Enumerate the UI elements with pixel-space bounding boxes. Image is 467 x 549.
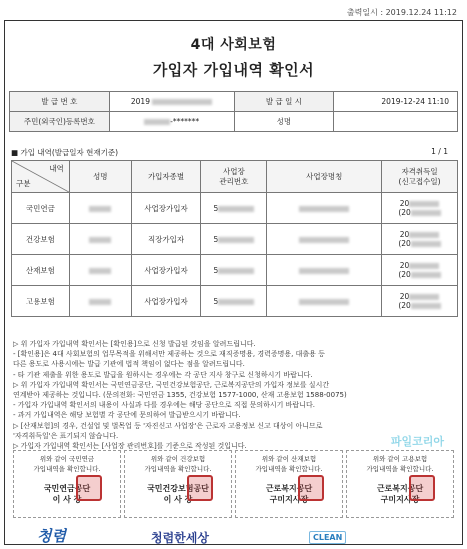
row-mgmt-no: 5 — [201, 286, 267, 317]
header-detail: 내역 — [49, 164, 64, 173]
name-value — [334, 112, 458, 132]
row-workplace-name — [267, 224, 382, 255]
row-mgmt-no: 5 — [201, 255, 267, 286]
name-label: 성명 — [234, 112, 334, 132]
certificate-frame — [4, 20, 463, 545]
stamp-text: 위와 같이 국민연금 — [39, 455, 95, 463]
row-acquisition-date: 20 (20 — [382, 255, 458, 286]
stamp-row — [11, 450, 458, 518]
row-workplace-name — [267, 193, 382, 224]
watermark-text: 파일코리아 — [390, 435, 444, 448]
row-member-type: 사업장가입자 — [131, 286, 201, 317]
issue-no-value: 2019 — [109, 92, 234, 112]
stamp-org: 근로복지공단 구미지사장 — [376, 484, 424, 504]
header-acquisition-date: 자격취득일 (신고접수일) — [382, 161, 458, 193]
note-line: - 타 기관 제출을 위한 용도로 발급을 원하시는 경우에는 각 공단 지사 창구로 신청하시기 바랍니다. — [13, 370, 313, 379]
clean-logo: CLEAN — [309, 531, 346, 544]
row-acquisition-date: 20 (20 — [382, 193, 458, 224]
stamp-text: 가입내역을 확인합니다. — [255, 465, 323, 473]
row-workplace-name — [267, 286, 382, 317]
table-row — [12, 255, 458, 286]
row-insurance-type: 건강보험 — [12, 224, 70, 255]
stamp-text: 위와 같이 고용보험 — [372, 455, 428, 463]
official-seal-icon — [187, 475, 213, 501]
row-acquisition-date: 20 (20 — [382, 224, 458, 255]
note-line: - [확인용]은 4대 사회보험의 업무목적을 위해서만 제공하는 것으로 재직증명용, 경력증명용, 대출용 등 — [13, 350, 325, 359]
header-workplace-name: 사업장명칭 — [267, 161, 382, 193]
page-indicator: 1 / 1 — [431, 147, 448, 156]
note-line: ▷ 가입자 가입내역 확인서는 [사업장 관리번호]를 기준으로 작성된 것입니다. — [13, 442, 247, 451]
stamp-org: 국민건강보험공단 이 사 장 — [147, 484, 209, 504]
row-acquisition-date: 20 (20 — [382, 286, 458, 317]
note-line: '자격취득일'은 표기되지 않습니다. — [13, 431, 119, 440]
note-line: - 과거 가입내역은 해당 보험별 각 공단에 문의하여 발급받으시기 바랍니다. — [13, 411, 241, 420]
stamp-national-pension — [13, 450, 121, 518]
row-insurance-type: 고용보험 — [12, 286, 70, 317]
row-member-type: 직장가입자 — [131, 224, 201, 255]
stamp-employment-insurance — [346, 450, 454, 518]
note-line: 연계받아 제공하는 것입니다. (문의전화: 국민연금 1355, 건강보험 1577-1000, 산재 고용보험 1588-0075) — [13, 391, 347, 400]
row-name — [69, 193, 131, 224]
row-member-type: 사업장가입자 — [131, 193, 201, 224]
print-date: 출력일시 : 2019.12.24 11:12 — [346, 8, 457, 17]
stamp-health-insurance — [124, 450, 232, 518]
stamp-text: 가입내역을 확인합니다. — [144, 465, 212, 473]
diagonal-header-cell — [12, 161, 70, 193]
official-seal-icon — [409, 475, 435, 501]
row-name — [69, 224, 131, 255]
stamp-text: 위와 같이 산재보험 — [261, 455, 317, 463]
row-insurance-type: 산재보험 — [12, 255, 70, 286]
note-line: - 가입자 가입내역 확인서의 내용이 사실과 다를 경우에는 해당 공단으로 직접 문의하시기 바랍니다. — [13, 401, 315, 410]
stamp-text: 가입내역을 확인합니다. — [33, 465, 101, 473]
document-title-line2: 가입자 가입내역 확인서 — [152, 61, 315, 79]
issue-date-label: 발 급 일 시 — [234, 92, 334, 112]
section-title: ■ 가입 내역(발급일자 현재기준) — [11, 148, 119, 157]
stamp-industrial-accident — [235, 450, 343, 518]
note-line: 다른 용도로 사용시에는 발급 기관에 법적 책임이 없다는 점을 알려드립니다. — [13, 360, 245, 369]
official-seal-icon — [298, 475, 324, 501]
row-name — [69, 286, 131, 317]
row-name — [69, 255, 131, 286]
notes-section — [13, 339, 453, 451]
header-member-type: 가입자종별 — [131, 161, 201, 193]
row-mgmt-no: 5 — [201, 224, 267, 255]
rrn-value: -******* — [109, 112, 234, 132]
table-row — [12, 224, 458, 255]
header-mgmt-no: 사업장 관리번호 — [201, 161, 267, 193]
note-line: ▷ 위 가입자 가입내역 확인서는 [확인용]으로 신청 발급된 것임을 알려드립니다. — [13, 340, 256, 348]
row-insurance-type: 국민연금 — [12, 193, 70, 224]
issue-no-label: 발 급 번 호 — [10, 92, 110, 112]
enrollment-table — [11, 160, 458, 317]
stamp-text: 가입내역을 확인합니다. — [366, 465, 434, 473]
integrity-logo: 청렴 — [37, 527, 66, 545]
header-name: 성명 — [69, 161, 131, 193]
issue-info-table — [9, 91, 458, 132]
table-row — [12, 193, 458, 224]
header-category: 구분 — [16, 179, 31, 189]
footer-logos — [11, 521, 458, 549]
note-line: ▷ 위 가입자 가입내역 확인서는 국민연금공단, 국민건강보험공단, 근로복지공단의 가입자 정보를 실시간 — [13, 380, 330, 389]
official-seal-icon — [76, 475, 102, 501]
clean-world-logo: 청렴한세상 — [151, 531, 209, 545]
note-line: ▷ [산재보험]의 경우, 건설업 및 벌목업 등 '자진신고 사업장'은 근로자 고용정보 신고 대상이 아니므로 — [13, 421, 323, 430]
row-member-type: 사업장가입자 — [131, 255, 201, 286]
stamp-org: 국민연금공단 이 사 장 — [43, 484, 91, 504]
document-title-line1: 4대 사회보험 — [190, 37, 277, 53]
row-mgmt-no: 5 — [201, 193, 267, 224]
rrn-label: 주민(외국인)등록번호 — [10, 112, 110, 132]
row-workplace-name — [267, 255, 382, 286]
stamp-text: 위와 같이 건강보험 — [150, 455, 206, 463]
issue-date-value: 2019-12-24 11:10 — [334, 92, 458, 112]
stamp-org: 근로복지공단 구미지사장 — [265, 484, 313, 504]
table-row — [12, 286, 458, 317]
